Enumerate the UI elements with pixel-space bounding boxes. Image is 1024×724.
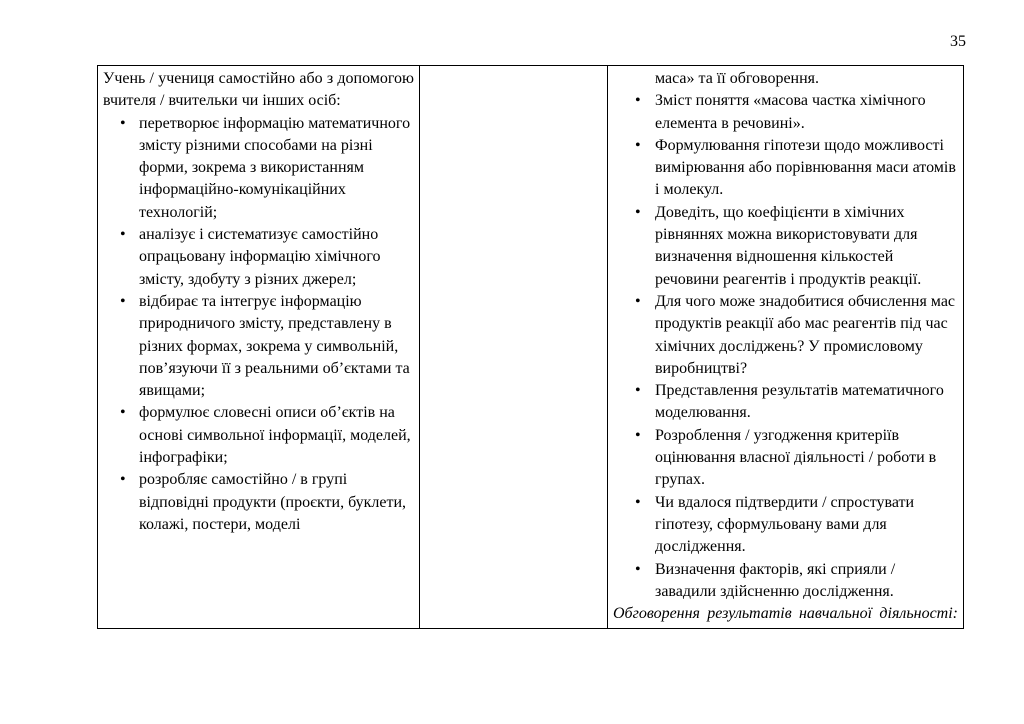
list-item: • відбирає та інтегрує інформацію природничого змісту, представлену в різних формах, зокрема у символьній, пов’язуючи її з реальними об’єктами та явищами; bbox=[103, 291, 414, 402]
list-item: • формулює словесні описи об’єктів на основі символьної інформації, моделей, інфографіки; bbox=[103, 402, 414, 469]
list-item: • Чи вдалося підтвердити / спростувати гіпотезу, сформульовану вами для дослідження. bbox=[613, 492, 958, 559]
table-cell-right bbox=[608, 66, 964, 629]
list-item: • Представлення результатів математичного моделювання. bbox=[613, 380, 958, 425]
list-item: • Формулювання гіпотези щодо можливості вимірювання або порівнювання маси атомів і молекул. bbox=[613, 135, 958, 202]
page-number: 35 bbox=[950, 33, 966, 50]
table-row bbox=[98, 66, 964, 629]
list-item: • Визначення факторів, які сприяли / завадили здійсненню дослідження. bbox=[613, 559, 958, 604]
table-cell-left bbox=[98, 66, 420, 629]
list-item: • Доведіть, що коефіцієнти в хімічних рівняннях можна використовувати для визначення відношення кількостей речовини реагентів і продуктів реакції. bbox=[613, 202, 958, 291]
list-item: • розробляє самостійно / в групі відповідні продукти (проєкти, буклети, колажі, постери, моделі bbox=[103, 469, 414, 536]
intro-paragraph: Учень / учениця самостійно або з допомогою вчителя / вчительки чи інших осіб: bbox=[103, 70, 414, 110]
list-item: • Зміст поняття «масова частка хімічного елемента в речовині». bbox=[613, 90, 958, 135]
list-item: • аналізує і систематизує самостійно опрацьовану інформацію хімічного змісту, здобуту з різних джерел; bbox=[103, 224, 414, 291]
continuation-line: маса» та її обговорення. bbox=[655, 70, 820, 87]
list-item: • Для чого може знадобитися обчислення мас продуктів реакції або мас реагентів під час хімічних досліджень? У промисловому виробництві? bbox=[613, 291, 958, 380]
footer-paragraph: Обговорення результатів навчальної діяльності: bbox=[613, 605, 958, 623]
left-bullet-list bbox=[103, 113, 414, 537]
content-table bbox=[97, 65, 964, 629]
table-cell-middle bbox=[420, 66, 608, 629]
list-item: • Розроблення / узгодження критеріїв оцінювання власної діяльності / роботи в групах. bbox=[613, 425, 958, 492]
list-item: • перетворює інформацію математичного змісту різними способами на різні форми, зокрема з використанням інформаційно-комунікаційних технологій; bbox=[103, 113, 414, 224]
right-bullet-list bbox=[613, 90, 958, 603]
